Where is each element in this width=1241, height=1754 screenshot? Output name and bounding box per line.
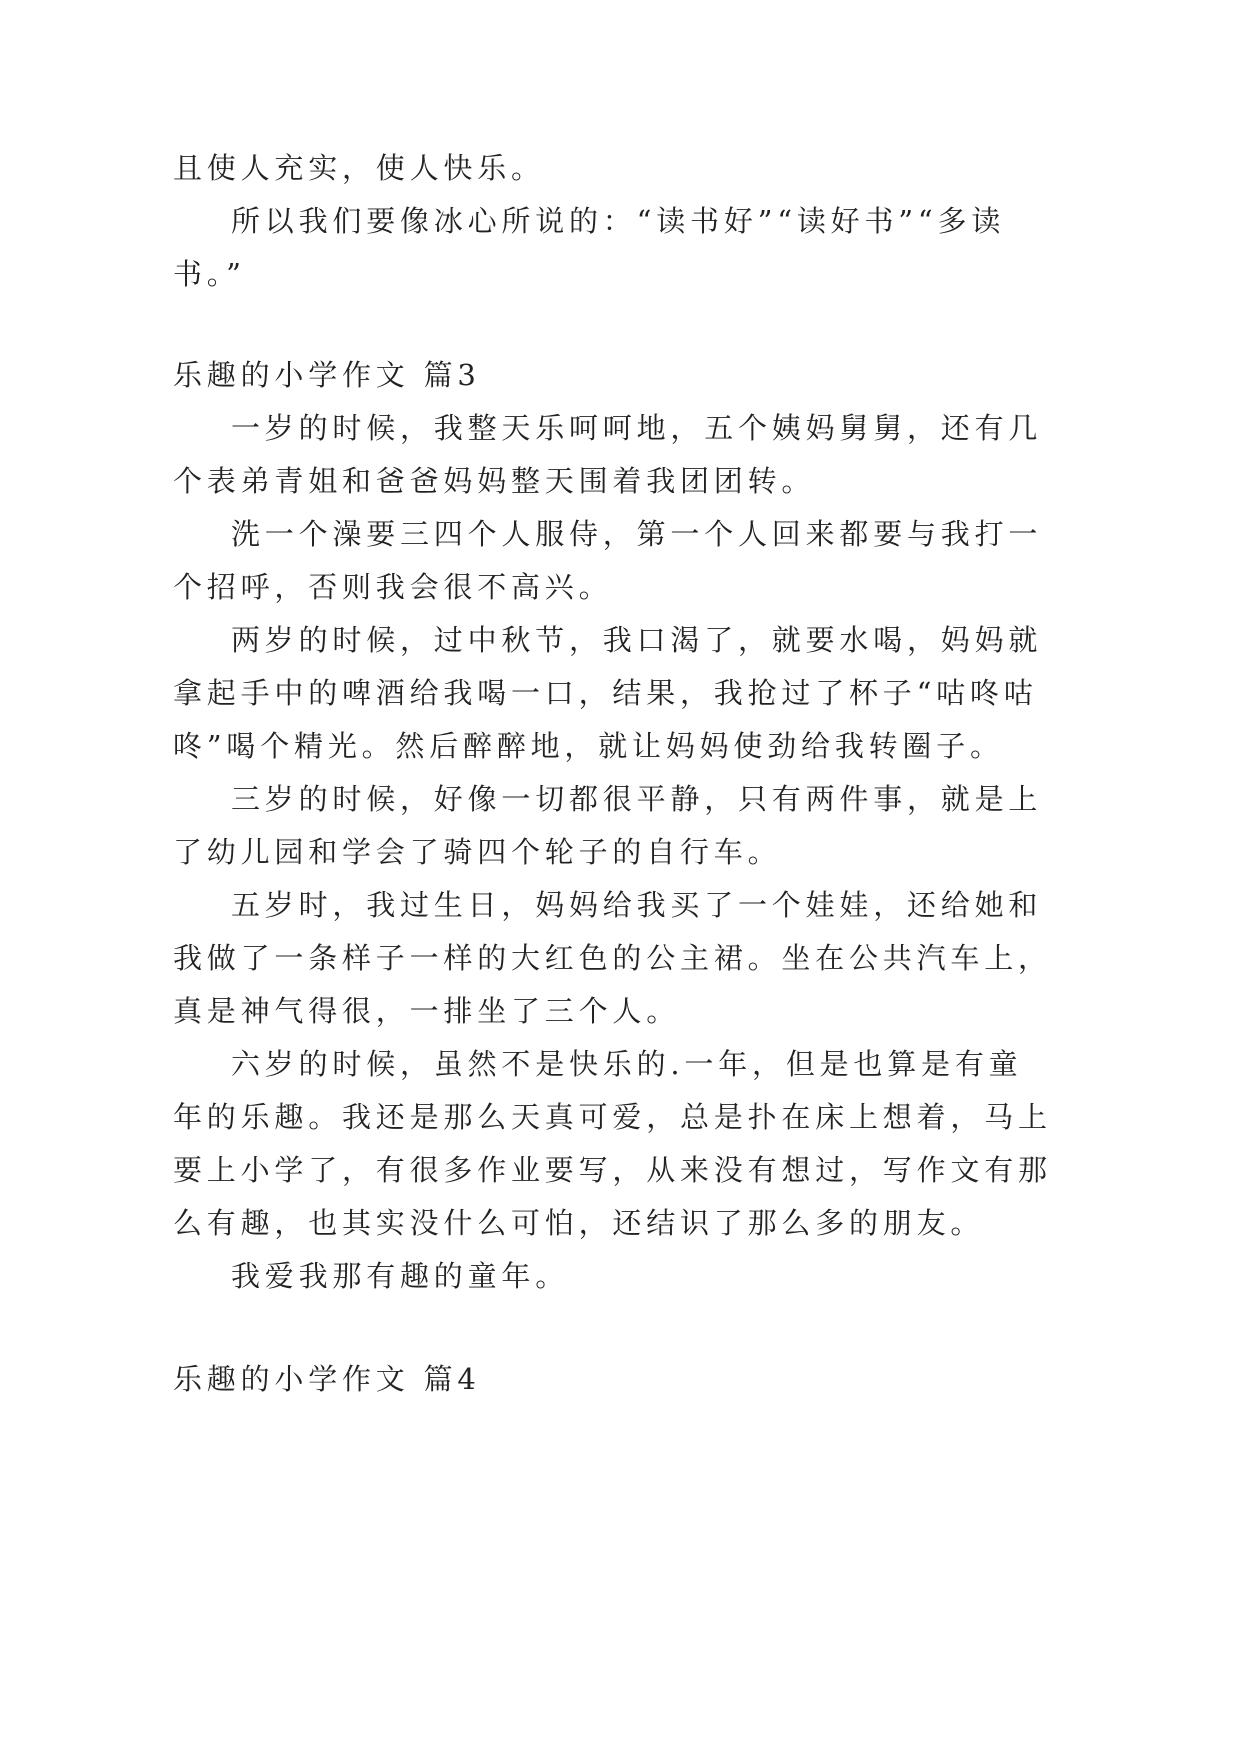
body-text-line: 个表弟青姐和爸爸妈妈整天围着我团团转。 — [173, 464, 816, 498]
body-text-line: 真是神气得很，一排坐了三个人。 — [173, 994, 681, 1028]
body-text-line: 所以我们要像冰心所说的：“读书好”“读好书”“多读 — [231, 204, 1006, 238]
section-heading: 乐趣的小学作文 篇3 — [173, 358, 481, 392]
body-text-line: 咚”喝个精光。然后醉醉地，就让妈妈使劲给我转圈子。 — [173, 729, 1004, 763]
section-heading: 乐趣的小学作文 篇4 — [173, 1362, 481, 1396]
body-text-line: 一岁的时候，我整天乐呵呵地，五个姨妈舅舅，还有几 — [231, 411, 1043, 445]
body-text-line: 六岁的时候，虽然不是快乐的.一年，但是也算是有童 — [231, 1047, 1023, 1081]
body-text-line: 且使人充实，使人快乐。 — [173, 151, 545, 185]
body-text-line: 我爱我那有趣的童年。 — [231, 1259, 570, 1293]
body-text-line: 要上小学了，有很多作业要写，从来没有想过，写作文有那 — [173, 1153, 1052, 1187]
body-text-line: 三岁的时候，好像一切都很平静，只有两件事，就是上 — [231, 782, 1043, 816]
body-text-line: 书。” — [173, 257, 246, 291]
body-text-line: 拿起手中的啤酒给我喝一口，结果，我抢过了杯子“咕咚咕 — [173, 676, 1038, 710]
body-text-line: 么有趣，也其实没什么可怕，还结识了那么多的朋友。 — [173, 1206, 985, 1240]
body-text-line: 洗一个澡要三四个人服侍，第一个人回来都要与我打一 — [231, 517, 1043, 551]
body-text-line: 年的乐趣。我还是那么天真可爱，总是扑在床上想着，马上 — [173, 1100, 1052, 1134]
body-text-line: 我做了一条样子一样的大红色的公主裙。坐在公共汽车上， — [173, 941, 1052, 975]
body-text-line: 个招呼，否则我会很不高兴。 — [173, 570, 613, 604]
body-text-line: 五岁时，我过生日，妈妈给我买了一个娃娃，还给她和 — [231, 888, 1043, 922]
body-text-line: 两岁的时候，过中秋节，我口渴了，就要水喝，妈妈就 — [231, 623, 1043, 657]
body-text-line: 了幼儿园和学会了骑四个轮子的自行车。 — [173, 835, 782, 869]
